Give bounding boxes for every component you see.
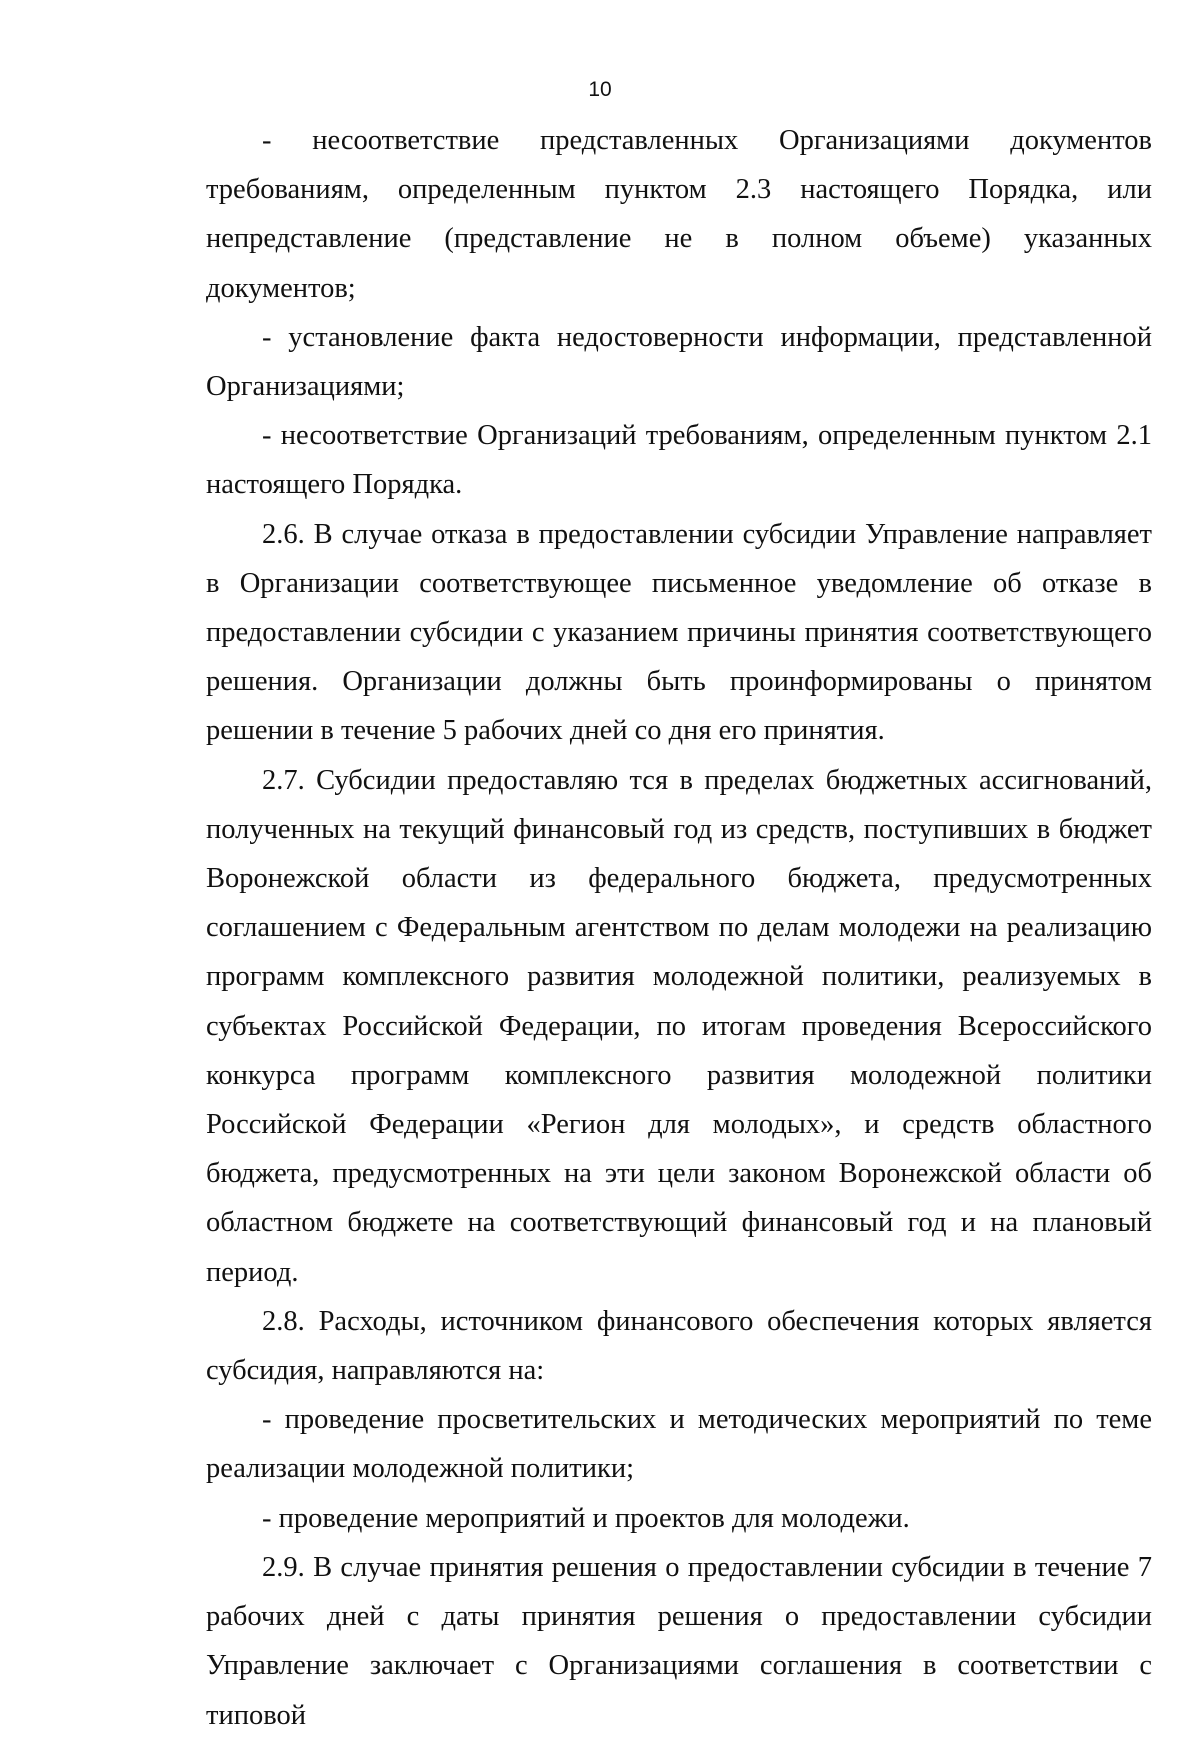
page-number: 10 <box>588 78 612 101</box>
paragraph-2-8: 2.8. Расходы, источником финансового обеспечения которых является субсидия, направляются на: <box>206 1305 1152 1387</box>
paragraph-list-item-noncompliance-documents: - несоответствие представленных Организациями документов требованиям, определенным пунктом 2.3 настоящего Порядка, или непредставление (представление не в полном объеме) указанных документов; <box>206 125 1152 304</box>
paragraph-list-item-youth-events: - проведение мероприятий и проектов для молодежи. <box>262 1502 910 1534</box>
paragraph-list-item-false-information: - установление факта недостоверности информации, представленной Организациями; <box>206 321 1152 403</box>
paragraph-2-9: 2.9. В случае принятия решения о предоставлении субсидии в течение 7 рабочих дней с даты принятия решения о предоставлении субсидии Управление заключает с Организациями соглашения в соответствии с типовой <box>206 1551 1152 1731</box>
paragraph-list-item-noncompliance-requirements: - несоответствие Организаций требованиям, определенным пунктом 2.1 настоящего Порядка. <box>206 420 1152 501</box>
paragraph-2-6: 2.6. В случае отказа в предоставлении субсидии Управление направляет в Организации соответствующее письменное уведомление об отказе в предоставлении субсидии с указанием причины принятия соответствующего решения. Организации должны быть проинформированы о принятом решении в течение 5 рабочих дней со дня его принятия. <box>206 518 1152 747</box>
paragraph-2-7: 2.7. Субсидии предоставляю тся в пределах бюджетных ассигнований, полученных на текущий финансовый год из средств, поступивших в бюджет Воронежской области из федерального бюджета, предусмотренных соглашением с Федеральным агентством по делам молодежи на реализацию программ комплексного развития молодежной политики, реализуемых в субъектах Российской Федерации, по итогам проведения Всероссийского конкурса программ комплексного развития молодежной политики Российской Федерации «Регион для молодых», и средств областного бюджета, предусмотренных на эти цели законом Воронежской области об областном бюджете на соответствующий финансовый год и на плановый период. <box>206 764 1152 1288</box>
document-body <box>206 116 1152 1740</box>
paragraph-list-item-educational-events: - проведение просветительских и методических мероприятий по теме реализации молодежной политики; <box>206 1404 1152 1485</box>
